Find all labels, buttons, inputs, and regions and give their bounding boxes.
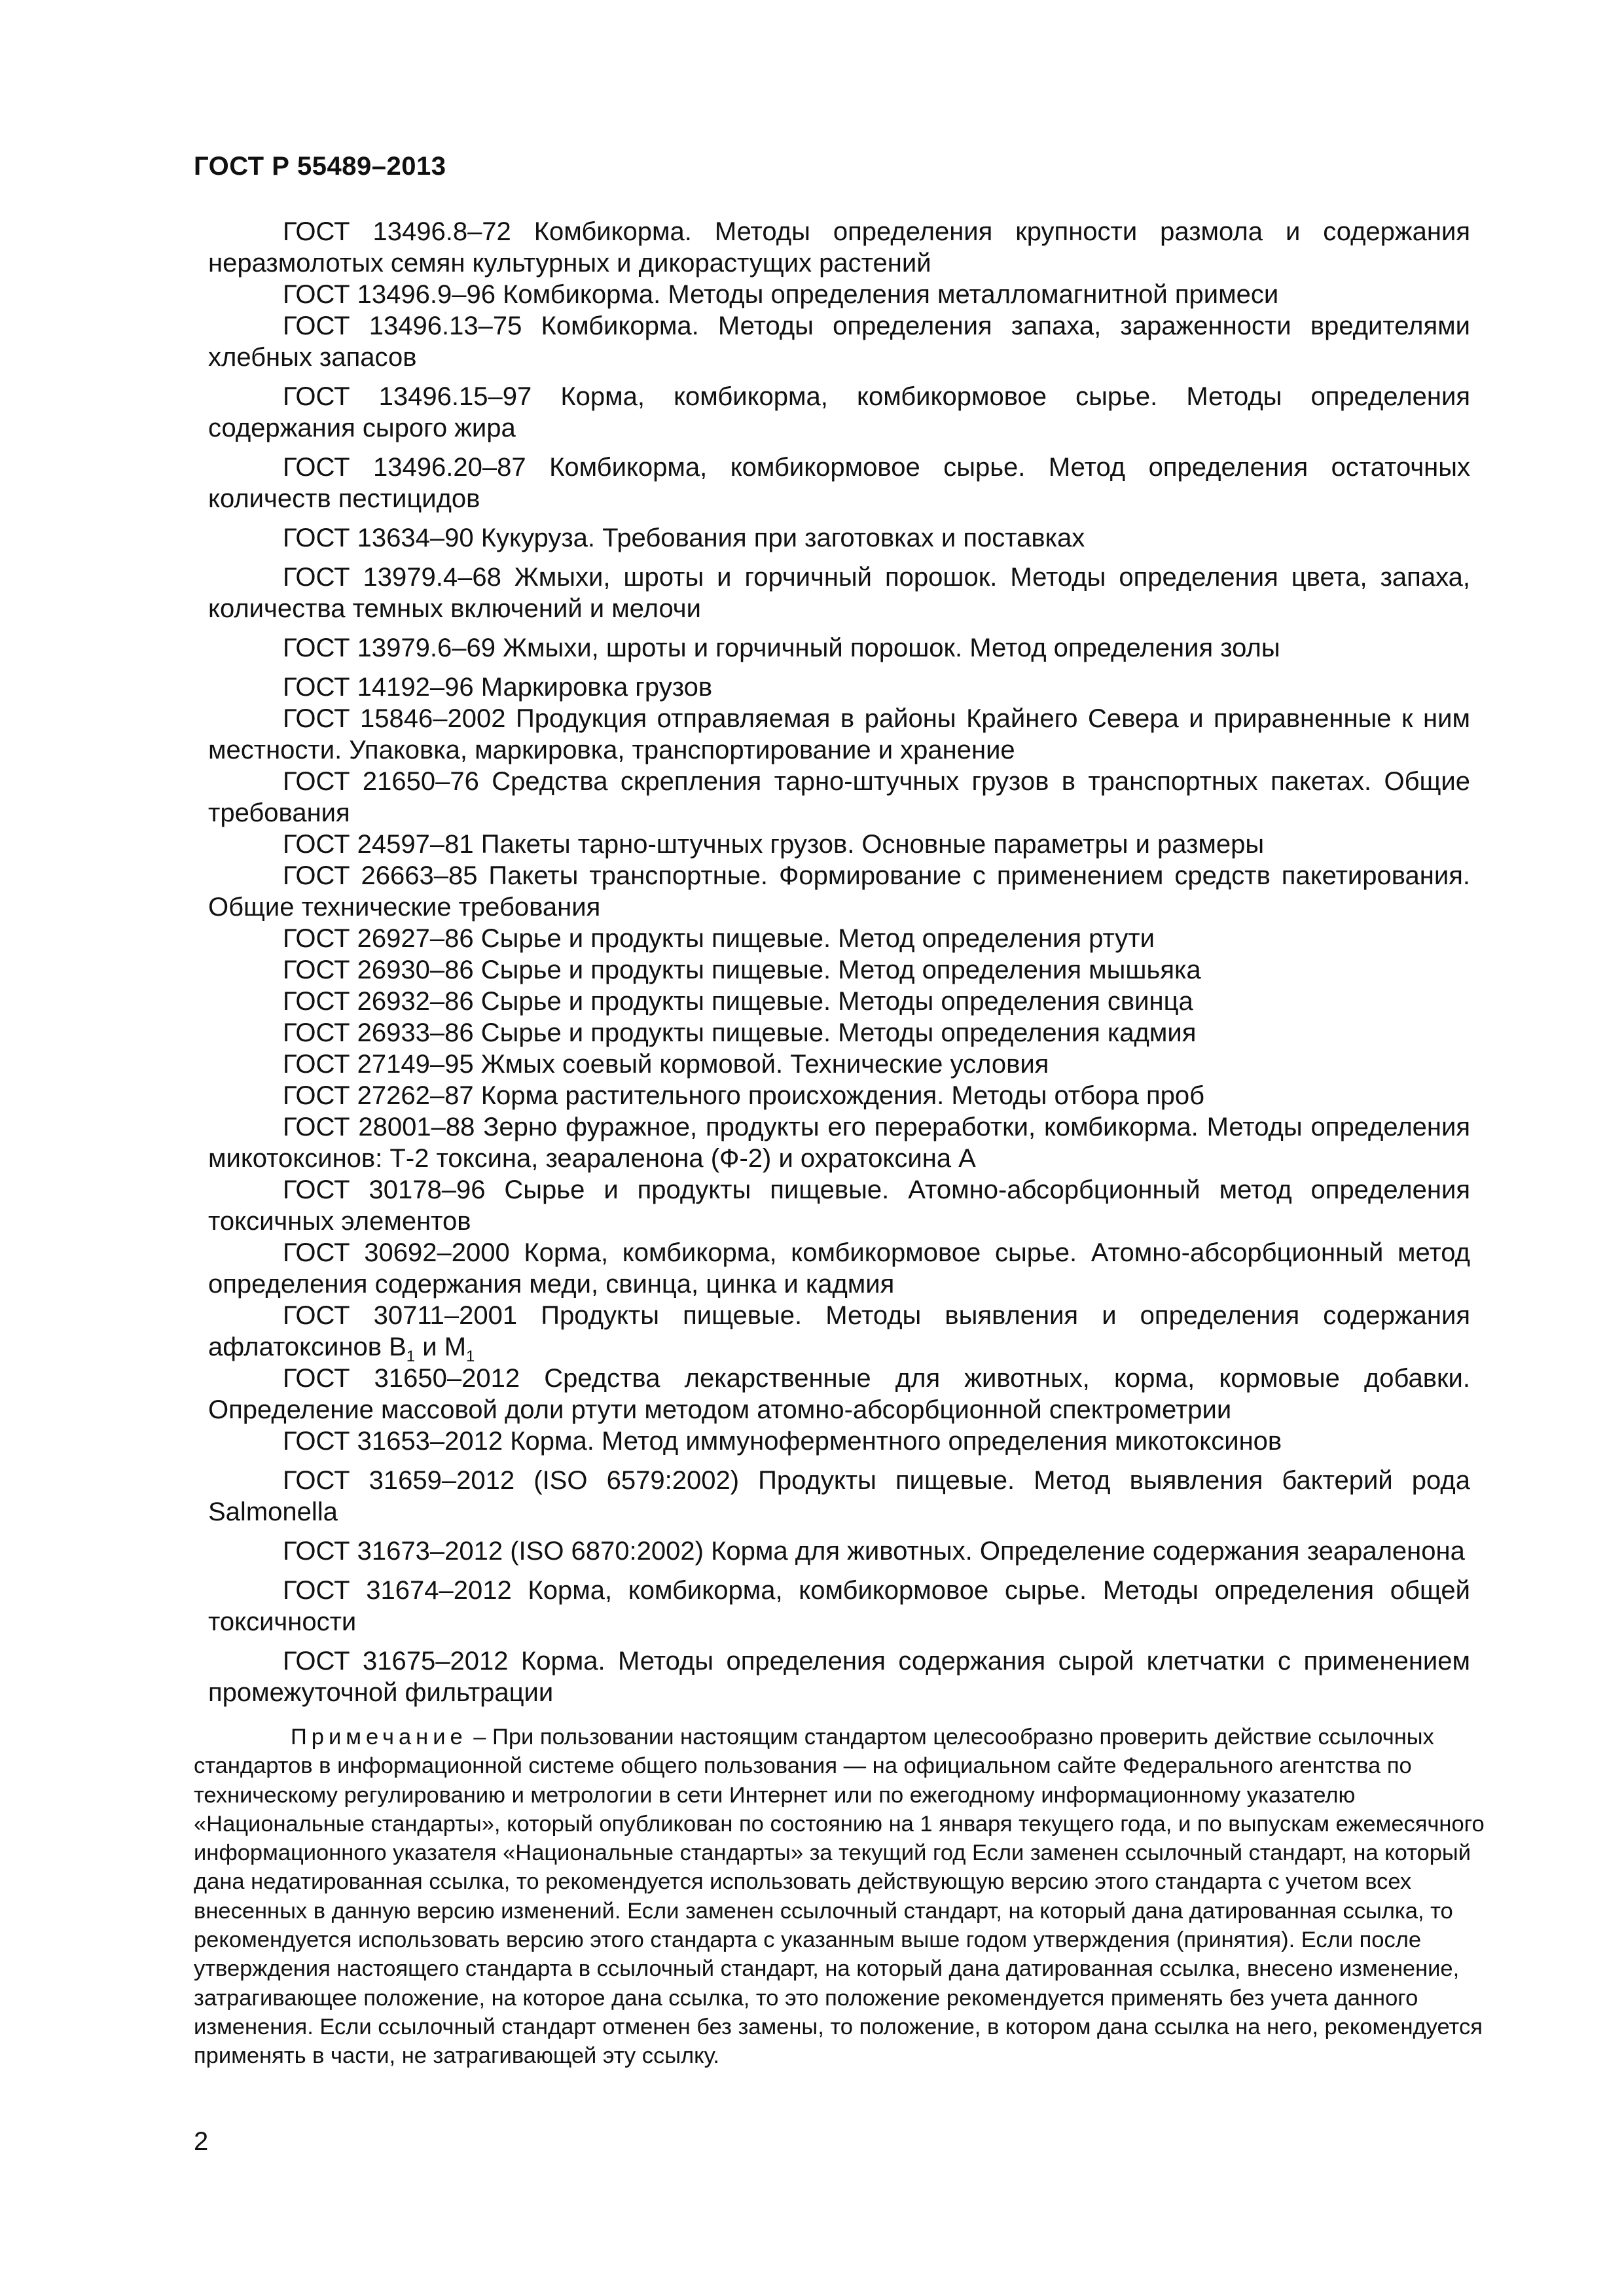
reference-item: ГОСТ 13979.4–68 Жмыхи, шроты и горчичный порошок. Методы определения цвета, запаха, количества темных включений и мелочи [208, 563, 1470, 623]
reference-item: ГОСТ 13496.13–75 Комбикорма. Методы определения запаха, зараженности вредителями хлебных запасов [208, 312, 1470, 372]
reference-item: ГОСТ 30692–2000 Корма, комбикорма, комбикормовое сырье. Атомно-абсорбционный метод определения содержания меди, свинца, цинка и кадмия [208, 1238, 1470, 1299]
reference-item: ГОСТ 27149–95 Жмых соевый кормовой. Технические условия [283, 1050, 1049, 1079]
reference-item: ГОСТ 31650–2012 Средства лекарственные для животных, корма, кормовые добавки. Определение массовой доли ртути методом атомно-абсорбционной спектрометрии [208, 1364, 1470, 1424]
reference-item: ГОСТ 13979.6–69 Жмыхи, шроты и горчичный порошок. Метод определения золы [283, 634, 1280, 662]
reference-item: ГОСТ 13634–90 Кукуруза. Требования при заготовках и поставках [283, 524, 1085, 552]
reference-item: ГОСТ 31653–2012 Корма. Метод иммуноферментного определения микотоксинов [283, 1427, 1282, 1456]
reference-item: ГОСТ 14192–96 Маркировка грузов [283, 673, 713, 702]
reference-item: ГОСТ 26663–85 Пакеты транспортные. Формирование с применением средств пакетирования. Общие технические требования [208, 861, 1470, 922]
subscript-1: 1 [406, 1348, 416, 1365]
reference-item-aflatoxins [208, 1300, 1470, 1363]
reference-item: ГОСТ 31675–2012 Корма. Методы определения содержания сырой клетчатки с применением промежуточной фильтрации [208, 1647, 1470, 1707]
subscript-2: 1 [466, 1348, 475, 1365]
reference-item: ГОСТ 26933–86 Сырье и продукты пищевые. Методы определения кадмия [283, 1018, 1197, 1047]
reference-item: ГОСТ 27262–87 Корма растительного происхождения. Методы отбора проб [283, 1081, 1205, 1110]
reference-item: ГОСТ 26932–86 Сырье и продукты пищевые. Методы определения свинца [283, 987, 1193, 1016]
conjunction-text: и М [415, 1333, 467, 1361]
reference-item: ГОСТ 21650–76 Средства скрепления тарно-штучных грузов в транспортных пакетах. Общие требования [208, 767, 1470, 827]
note-label: Примечание [291, 1725, 467, 1749]
note-text: – При пользовании настоящим стандартом целесообразно проверить действие ссылочных стандартов в информационной системе общего пользования — на официальном сайте Федерального агентства по техническому регулированию и метрологии в сети Интернет или по ежегодному информационному указателю «Национальные стандарты», который опубликован по состоянию на 1 января текущего года, и по выпускам ежемесячного информационного указателя «Национальные стандарты» за текущий год Если заменен ссылочный стандарт, на который дана недатированная ссылка, то рекомендуется использовать действующую версию этого стандарта с учетом всех внесенных в данную версию изменений. Если заменен ссылочный стандарт, на который дана датированная ссылка, то рекомендуется использовать версию этого стандарта с указанным выше годом утверждения (принятия). Если после утверждения настоящего стандарта в ссылочный стандарт, на который дана датированная ссылка, внесено изменение, затрагивающее положение, на которое дана ссылка, то это положение рекомендуется применять без учета данного изменения. Если ссылочный стандарт отменен без замены, то положение, в котором дана ссылка на него, рекомендуется применять в части, не затрагивающей эту ссылку. [194, 1725, 1485, 2069]
reference-item: ГОСТ 13496.8–72 Комбикорма. Методы определения крупности размола и содержания неразмолотых семян культурных и дикорастущих растений [208, 217, 1470, 278]
reference-item: ГОСТ 31674–2012 Корма, комбикорма, комбикормовое сырье. Методы определения общей токсичности [208, 1576, 1470, 1636]
reference-text: ГОСТ 30711–2001 Продукты пищевые. Методы выявления и определения содержания афлатоксинов В [208, 1301, 1470, 1361]
reference-item: ГОСТ 31673–2012 (ISO 6870:2002) Корма для животных. Определение содержания зеараленона [283, 1537, 1465, 1566]
reference-item: ГОСТ 24597–81 Пакеты тарно-штучных грузов. Основные параметры и размеры [283, 830, 1265, 859]
reference-item: ГОСТ 13496.15–97 Корма, комбикорма, комбикормовое сырье. Методы определения содержания сырого жира [208, 382, 1470, 442]
note-paragraph [194, 1723, 1490, 2071]
reference-item: ГОСТ 26930–86 Сырье и продукты пищевые. Метод определения мышьяка [283, 956, 1201, 984]
normative-references-list [208, 216, 1470, 1708]
reference-item: ГОСТ 28001–88 Зерно фуражное, продукты его переработки, комбикорма. Методы определения микотоксинов: Т-2 токсина, зеараленона (Ф-2) и охратоксина А [208, 1113, 1470, 1173]
reference-item: ГОСТ 30178–96 Сырье и продукты пищевые. Атомно-абсорбционный метод определения токсичных элементов [208, 1175, 1470, 1236]
reference-item: ГОСТ 13496.9–96 Комбикорма. Методы определения металломагнитной примеси [283, 280, 1279, 309]
reference-item: ГОСТ 26927–86 Сырье и продукты пищевые. Метод определения ртути [283, 924, 1155, 953]
page-number: 2 [194, 2127, 209, 2156]
reference-item: ГОСТ 31659–2012 (ISO 6579:2002) Продукты пищевые. Метод выявления бактерий рода Salmonella [208, 1466, 1470, 1526]
reference-item: ГОСТ 13496.20–87 Комбикорма, комбикормовое сырье. Метод определения остаточных количеств пестицидов [208, 453, 1470, 513]
reference-item: ГОСТ 15846–2002 Продукция отправляемая в районы Крайнего Севера и приравненные к ним местности. Упаковка, маркировка, транспортирование и хранение [208, 704, 1470, 764]
document-header: ГОСТ Р 55489–2013 [194, 152, 446, 181]
